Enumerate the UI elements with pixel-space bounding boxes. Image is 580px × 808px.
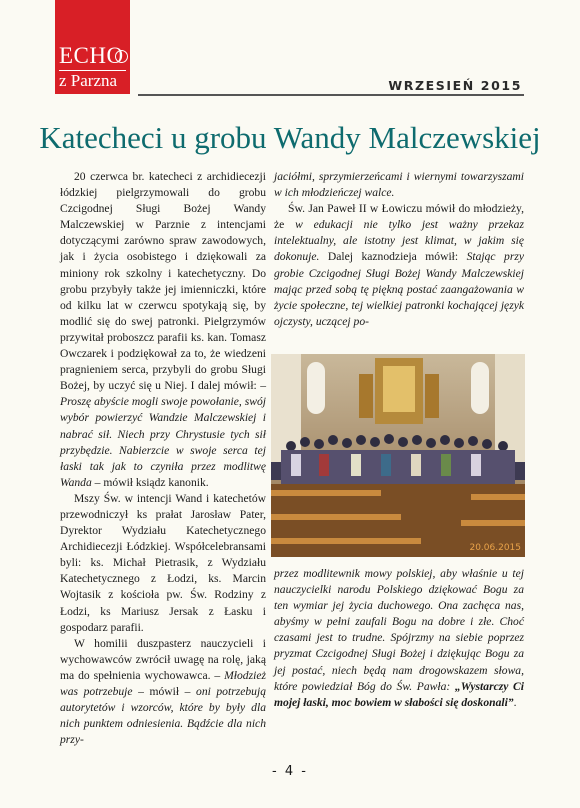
paragraph-homily: W homilii duszpasterz nauczycieli i wychowawców zwrócił uwagę na rolę, jaką ma do spełnienia wychowawca. – Młodzież was potrzebuje – mówił – oni potrzebują autorytetów i wzorców, które by były dla nich punktem odniesienia. Bądźcie dla nich przy- [60,636,266,747]
left-column [60,169,266,748]
article-title: Katecheci u grobu Wandy Malczewskiej [39,120,541,155]
quote-proboszcz: Proszę abyście mogli swoje powołanie, swój wybór powierzyć Wandzie Malczewskiej i nabrać sił. Niech przy Chrystusie tych sił przybędzie. Nabierzcie w swoje serca tej łaski tak jak to czyniła przez modlitwę Wanda [60,395,266,489]
paragraph-mass: Mszy Św. w intencji Wand i katechetów przewodniczył ks prałat Jarosław Pater, Dyrektor Wydziału Katechetycznego Archidiecezji Łódzkiej. Współcelebransami byli: ks. Michał Pietrasik, z Wydziału Katechetycznego z Łodzi, ks. Marcin Wojtasik z kościoła pw. Św. Rodziny z Łodzi, ks Mariusz Jersak z Łasku i gospodarz parafii. [60,491,266,634]
logo-title: ECHO [59,43,124,68]
paragraph-intro: 20 czerwca br. katecheci z archidiecezji łódzkiej pielgrzymowali do grobu Czcigodnej Sługi Bożej Wandy Malczewskiej w Parznie z intencjami dotyczącymi zarówno spraw zawodowych, jak i życia osobistego i dziękowali za miniony rok szkolny i katechetyczny. Do grobu przybyły także jej imienniczki, które od kilku lat w czerwcu spotykają się, by modlić się do swej patronki. Pielgrzymów przywitał proboszcz parafii ks. kan. Tomasz Owczarek i podziękował za to, że wiedzeni pragnieniem serca, przybyli do grobu Sługi Bożej, by uczyć się u Niej. I dalej mówił: – Proszę abyście mogli swoje powołanie, swój wybór powierzyć Wandzie Malczewskiej i nabrać sił. Niech przy Chrystusie tych sił przybędzie. Nabierzcie w swoje serca tej łaski tak jak to czyniła przez modlitwę Wanda – mówił ksiądz kanonik. [60,170,266,489]
logo-ring-icon [115,50,128,63]
paragraph-continued: jaciółmi, sprzymierzeńcami i wiernymi towarzyszami w ich młodzieńczej walce. [274,170,524,200]
right-column-top [274,169,524,330]
church-group-photo [271,354,525,557]
right-column-bottom [274,566,524,711]
header-rule [138,94,524,96]
photo-illustration [271,354,525,557]
paragraph-jp2: Św. Jan Paweł II w Łowiczu mówił do młodzieży, że w edukacji nie tylko jest ważny przekaz intelektualny, ale istotny jest klimat, w jakim się dokonuje. Dalej kaznodzieja mówił: Stając przy grobie Czcigodnej Sługi Bożej Wandy Malczewskiej mając przed sobą tę piękną postać zaangażowania w życie społeczne, tej wielkiej patronki kochającej język ojczysty, uczącej po- [274,202,525,328]
paragraph-closing: przez modlitewnik mowy polskiej, aby właśnie u tej nauczycielki narodu Polskiego dziękować Bogu za ten wymiar jej życia duchowego. Ona zachęca nas, abyśmy w pełni zaufali Bogu na dobre i złe. Choć czasami jest to trudne. Spójrzmy na siebie poprzez pryzmat Czcigodnej Sługi Bożej i dziękując Bogu za jej postać, niech będą nam drogowskazem słowa, które powiedział Bóg do Św. Pawła: „Wystarczy Ci mojej łaski, moc bowiem w słabości się doskonali”. [274,567,524,709]
closing-quote: „Wystarczy Ci mojej łaski, moc bowiem w słabości się doskonali” [274,679,524,709]
magazine-logo [55,0,130,94]
logo-subtitle: z Parzna [59,71,118,90]
issue-date: WRZESIEŃ 2015 [388,78,522,93]
photo-date-stamp: 20.06.2015 [469,543,521,553]
page-number: - 4 - [272,764,308,779]
